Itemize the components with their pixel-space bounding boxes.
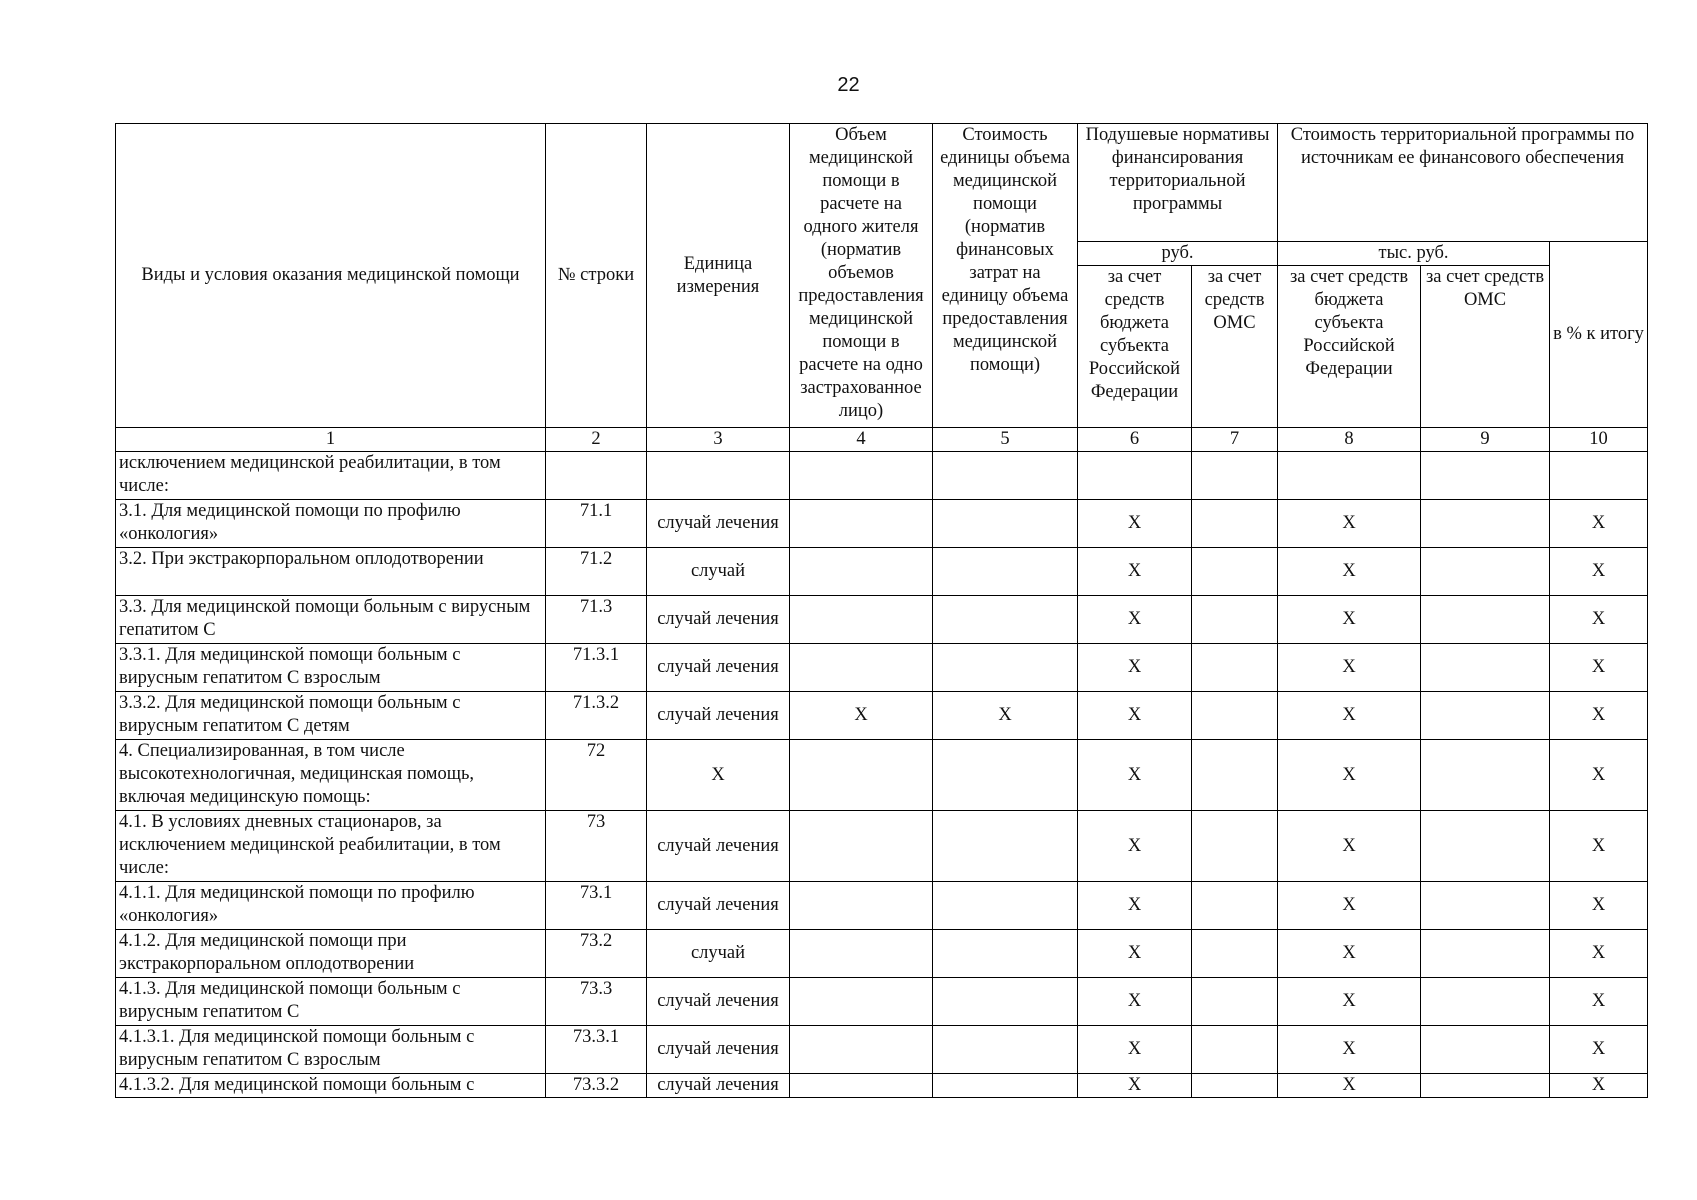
row-number: 73.3.2 — [546, 1074, 647, 1098]
row-name: 3.3. Для медицинской помощи больным с вирусным гепатитом С — [116, 596, 546, 644]
row-name: 4.1.3. Для медицинской помощи больным с вирусным гепатитом С — [116, 978, 546, 1026]
cell-normative-oms — [1192, 1026, 1278, 1074]
cell-cost-oms — [1421, 882, 1550, 930]
header-unit-rub: руб. — [1078, 242, 1278, 266]
cell-cost-oms — [1421, 978, 1550, 1026]
cell-normative-oms — [1192, 596, 1278, 644]
cell-volume — [790, 596, 933, 644]
cell-percent: X — [1550, 692, 1648, 740]
cell-cost-oms — [1421, 548, 1550, 596]
header-cost-budget: за счет средств бюджета субъекта Российской Федерации — [1278, 266, 1421, 428]
header-unit: Единица измерения — [647, 124, 790, 428]
cell-normative-budget: X — [1078, 500, 1192, 548]
table-row — [116, 644, 1648, 692]
row-number: 71.3 — [546, 596, 647, 644]
cell-normative-oms — [1192, 452, 1278, 500]
cell-cost-budget: X — [1278, 811, 1421, 882]
row-unit: случай лечения — [647, 692, 790, 740]
cell-percent: X — [1550, 1026, 1648, 1074]
row-number: 71.1 — [546, 500, 647, 548]
cell-normative-budget: X — [1078, 740, 1192, 811]
row-number: 73.2 — [546, 930, 647, 978]
cell-cost-budget: X — [1278, 978, 1421, 1026]
cell-percent — [1550, 452, 1648, 500]
table-row — [116, 1074, 1648, 1098]
cell-cost-oms — [1421, 1074, 1550, 1098]
row-unit: случай лечения — [647, 1074, 790, 1098]
row-unit: случай — [647, 548, 790, 596]
cell-unit-cost: X — [933, 692, 1078, 740]
cell-volume — [790, 882, 933, 930]
column-number: 7 — [1192, 428, 1278, 452]
row-name: 4.1.1. Для медицинской помощи по профилю «онкология» — [116, 882, 546, 930]
row-number: 71.3.2 — [546, 692, 647, 740]
column-number: 10 — [1550, 428, 1648, 452]
cell-unit-cost — [933, 930, 1078, 978]
cell-volume — [790, 978, 933, 1026]
row-unit: случай — [647, 930, 790, 978]
cell-normative-budget: X — [1078, 644, 1192, 692]
row-unit: случай лечения — [647, 811, 790, 882]
column-number: 2 — [546, 428, 647, 452]
cell-cost-budget: X — [1278, 740, 1421, 811]
row-name: 4. Специализированная, в том числе высокотехнологичная, медицинская помощь, включая медицинскую помощь: — [116, 740, 546, 811]
row-number: 73.3.1 — [546, 1026, 647, 1074]
row-number — [546, 452, 647, 500]
cell-cost-oms — [1421, 644, 1550, 692]
cell-cost-budget: X — [1278, 596, 1421, 644]
header-percent-of-total: в % к итогу — [1550, 242, 1648, 428]
cell-cost-oms — [1421, 811, 1550, 882]
cell-percent: X — [1550, 1074, 1648, 1098]
cell-cost-budget: X — [1278, 548, 1421, 596]
cell-normative-budget: X — [1078, 978, 1192, 1026]
cell-cost-budget: X — [1278, 930, 1421, 978]
table-row — [116, 930, 1648, 978]
table-body — [116, 452, 1648, 1098]
cell-volume: X — [790, 692, 933, 740]
row-unit: случай лечения — [647, 882, 790, 930]
row-unit: случай лечения — [647, 596, 790, 644]
table-row — [116, 740, 1648, 811]
column-number: 5 — [933, 428, 1078, 452]
cell-percent: X — [1550, 811, 1648, 882]
header-program-cost: Стоимость территориальной программы по источникам ее финансового обеспечения — [1278, 124, 1648, 242]
row-name: 4.1. В условиях дневных стационаров, за исключением медицинской реабилитации, в том числе: — [116, 811, 546, 882]
cell-percent: X — [1550, 548, 1648, 596]
row-number: 71.3.1 — [546, 644, 647, 692]
cell-volume — [790, 740, 933, 811]
column-number: 3 — [647, 428, 790, 452]
cell-normative-budget: X — [1078, 692, 1192, 740]
table-row — [116, 500, 1648, 548]
cell-normative-oms — [1192, 692, 1278, 740]
table-row — [116, 452, 1648, 500]
cell-percent: X — [1550, 596, 1648, 644]
row-name: 3.3.1. Для медицинской помощи больным с вирусным гепатитом С взрослым — [116, 644, 546, 692]
cell-normative-budget: X — [1078, 1026, 1192, 1074]
cell-volume — [790, 811, 933, 882]
cell-unit-cost — [933, 596, 1078, 644]
cell-normative-oms — [1192, 500, 1278, 548]
cell-volume — [790, 548, 933, 596]
row-unit: случай лечения — [647, 500, 790, 548]
table-row — [116, 978, 1648, 1026]
row-unit: X — [647, 740, 790, 811]
cell-normative-budget — [1078, 452, 1192, 500]
row-number: 73 — [546, 811, 647, 882]
cell-cost-oms — [1421, 500, 1550, 548]
cell-volume — [790, 1074, 933, 1098]
header-unit-thousand-rub: тыс. руб. — [1278, 242, 1550, 266]
row-number: 73.1 — [546, 882, 647, 930]
header-row-number: № строки — [546, 124, 647, 428]
header-normative-oms: за счет средств ОМС — [1192, 266, 1278, 428]
cell-normative-oms — [1192, 882, 1278, 930]
financing-table — [115, 123, 1648, 1098]
cell-normative-budget: X — [1078, 811, 1192, 882]
header-kinds: Виды и условия оказания медицинской помощи — [116, 124, 546, 428]
column-number: 1 — [116, 428, 546, 452]
cell-unit-cost — [933, 882, 1078, 930]
cell-normative-oms — [1192, 811, 1278, 882]
cell-unit-cost — [933, 740, 1078, 811]
cell-cost-oms — [1421, 452, 1550, 500]
row-name: 3.1. Для медицинской помощи по профилю «онкология» — [116, 500, 546, 548]
column-number: 4 — [790, 428, 933, 452]
cell-cost-budget: X — [1278, 692, 1421, 740]
cell-normative-oms — [1192, 740, 1278, 811]
row-unit: случай лечения — [647, 644, 790, 692]
cell-percent: X — [1550, 740, 1648, 811]
column-number: 9 — [1421, 428, 1550, 452]
table-row — [116, 548, 1648, 596]
cell-cost-budget: X — [1278, 644, 1421, 692]
header-volume: Объем медицинской помощи в расчете на одного жителя (норматив объемов предоставления медицинской помощи в расчете на одно застрахованное лицо) — [790, 124, 933, 428]
header-cost-oms: за счет средств ОМС — [1421, 266, 1550, 428]
row-name: исключением медицинской реабилитации, в том числе: — [116, 452, 546, 500]
cell-cost-budget: X — [1278, 882, 1421, 930]
row-name: 4.1.2. Для медицинской помощи при экстракорпоральном оплодотворении — [116, 930, 546, 978]
cell-percent: X — [1550, 930, 1648, 978]
table-row — [116, 692, 1648, 740]
cell-percent: X — [1550, 882, 1648, 930]
cell-cost-oms — [1421, 692, 1550, 740]
cell-normative-oms — [1192, 930, 1278, 978]
row-number: 73.3 — [546, 978, 647, 1026]
cell-volume — [790, 644, 933, 692]
cell-percent: X — [1550, 644, 1648, 692]
table-row — [116, 1026, 1648, 1074]
cell-unit-cost — [933, 548, 1078, 596]
cell-cost-oms — [1421, 930, 1550, 978]
row-name: 3.2. При экстракорпоральном оплодотворении — [116, 548, 546, 596]
cell-unit-cost — [933, 811, 1078, 882]
cell-normative-budget: X — [1078, 548, 1192, 596]
cell-unit-cost — [933, 978, 1078, 1026]
cell-volume — [790, 452, 933, 500]
table-row — [116, 811, 1648, 882]
cell-cost-oms — [1421, 1026, 1550, 1074]
cell-cost-budget: X — [1278, 1074, 1421, 1098]
cell-volume — [790, 930, 933, 978]
cell-cost-budget: X — [1278, 1026, 1421, 1074]
cell-normative-oms — [1192, 644, 1278, 692]
row-unit: случай лечения — [647, 1026, 790, 1074]
table-row — [116, 882, 1648, 930]
column-number: 6 — [1078, 428, 1192, 452]
header-per-capita-normatives: Подушевые нормативы финансирования территориальной программы — [1078, 124, 1278, 242]
column-number: 8 — [1278, 428, 1421, 452]
row-unit: случай лечения — [647, 978, 790, 1026]
table-row — [116, 596, 1648, 644]
column-numbers-row — [116, 428, 1648, 452]
cell-normative-oms — [1192, 978, 1278, 1026]
table-header — [116, 124, 1648, 452]
cell-cost-oms — [1421, 596, 1550, 644]
cell-unit-cost — [933, 452, 1078, 500]
cell-cost-budget: X — [1278, 500, 1421, 548]
cell-normative-oms — [1192, 548, 1278, 596]
header-normative-budget: за счет средств бюджета субъекта Российской Федерации — [1078, 266, 1192, 428]
row-unit — [647, 452, 790, 500]
cell-normative-budget: X — [1078, 1074, 1192, 1098]
cell-unit-cost — [933, 1074, 1078, 1098]
row-number: 71.2 — [546, 548, 647, 596]
cell-normative-oms — [1192, 1074, 1278, 1098]
row-name: 4.1.3.2. Для медицинской помощи больным с — [116, 1074, 546, 1098]
row-number: 72 — [546, 740, 647, 811]
cell-volume — [790, 1026, 933, 1074]
cell-normative-budget: X — [1078, 596, 1192, 644]
row-name: 3.3.2. Для медицинской помощи больным с вирусным гепатитом С детям — [116, 692, 546, 740]
cell-percent: X — [1550, 500, 1648, 548]
cell-percent: X — [1550, 978, 1648, 1026]
cell-unit-cost — [933, 500, 1078, 548]
cell-unit-cost — [933, 1026, 1078, 1074]
header-unit-cost: Стоимость единицы объема медицинской помощи (норматив финансовых затрат на единицу объема предоставления медицинской помощи) — [933, 124, 1078, 428]
cell-cost-budget — [1278, 452, 1421, 500]
cell-unit-cost — [933, 644, 1078, 692]
cell-normative-budget: X — [1078, 882, 1192, 930]
page-number: 22 — [837, 74, 860, 96]
cell-cost-oms — [1421, 740, 1550, 811]
cell-normative-budget: X — [1078, 930, 1192, 978]
row-name: 4.1.3.1. Для медицинской помощи больным с вирусным гепатитом С взрослым — [116, 1026, 546, 1074]
cell-volume — [790, 500, 933, 548]
